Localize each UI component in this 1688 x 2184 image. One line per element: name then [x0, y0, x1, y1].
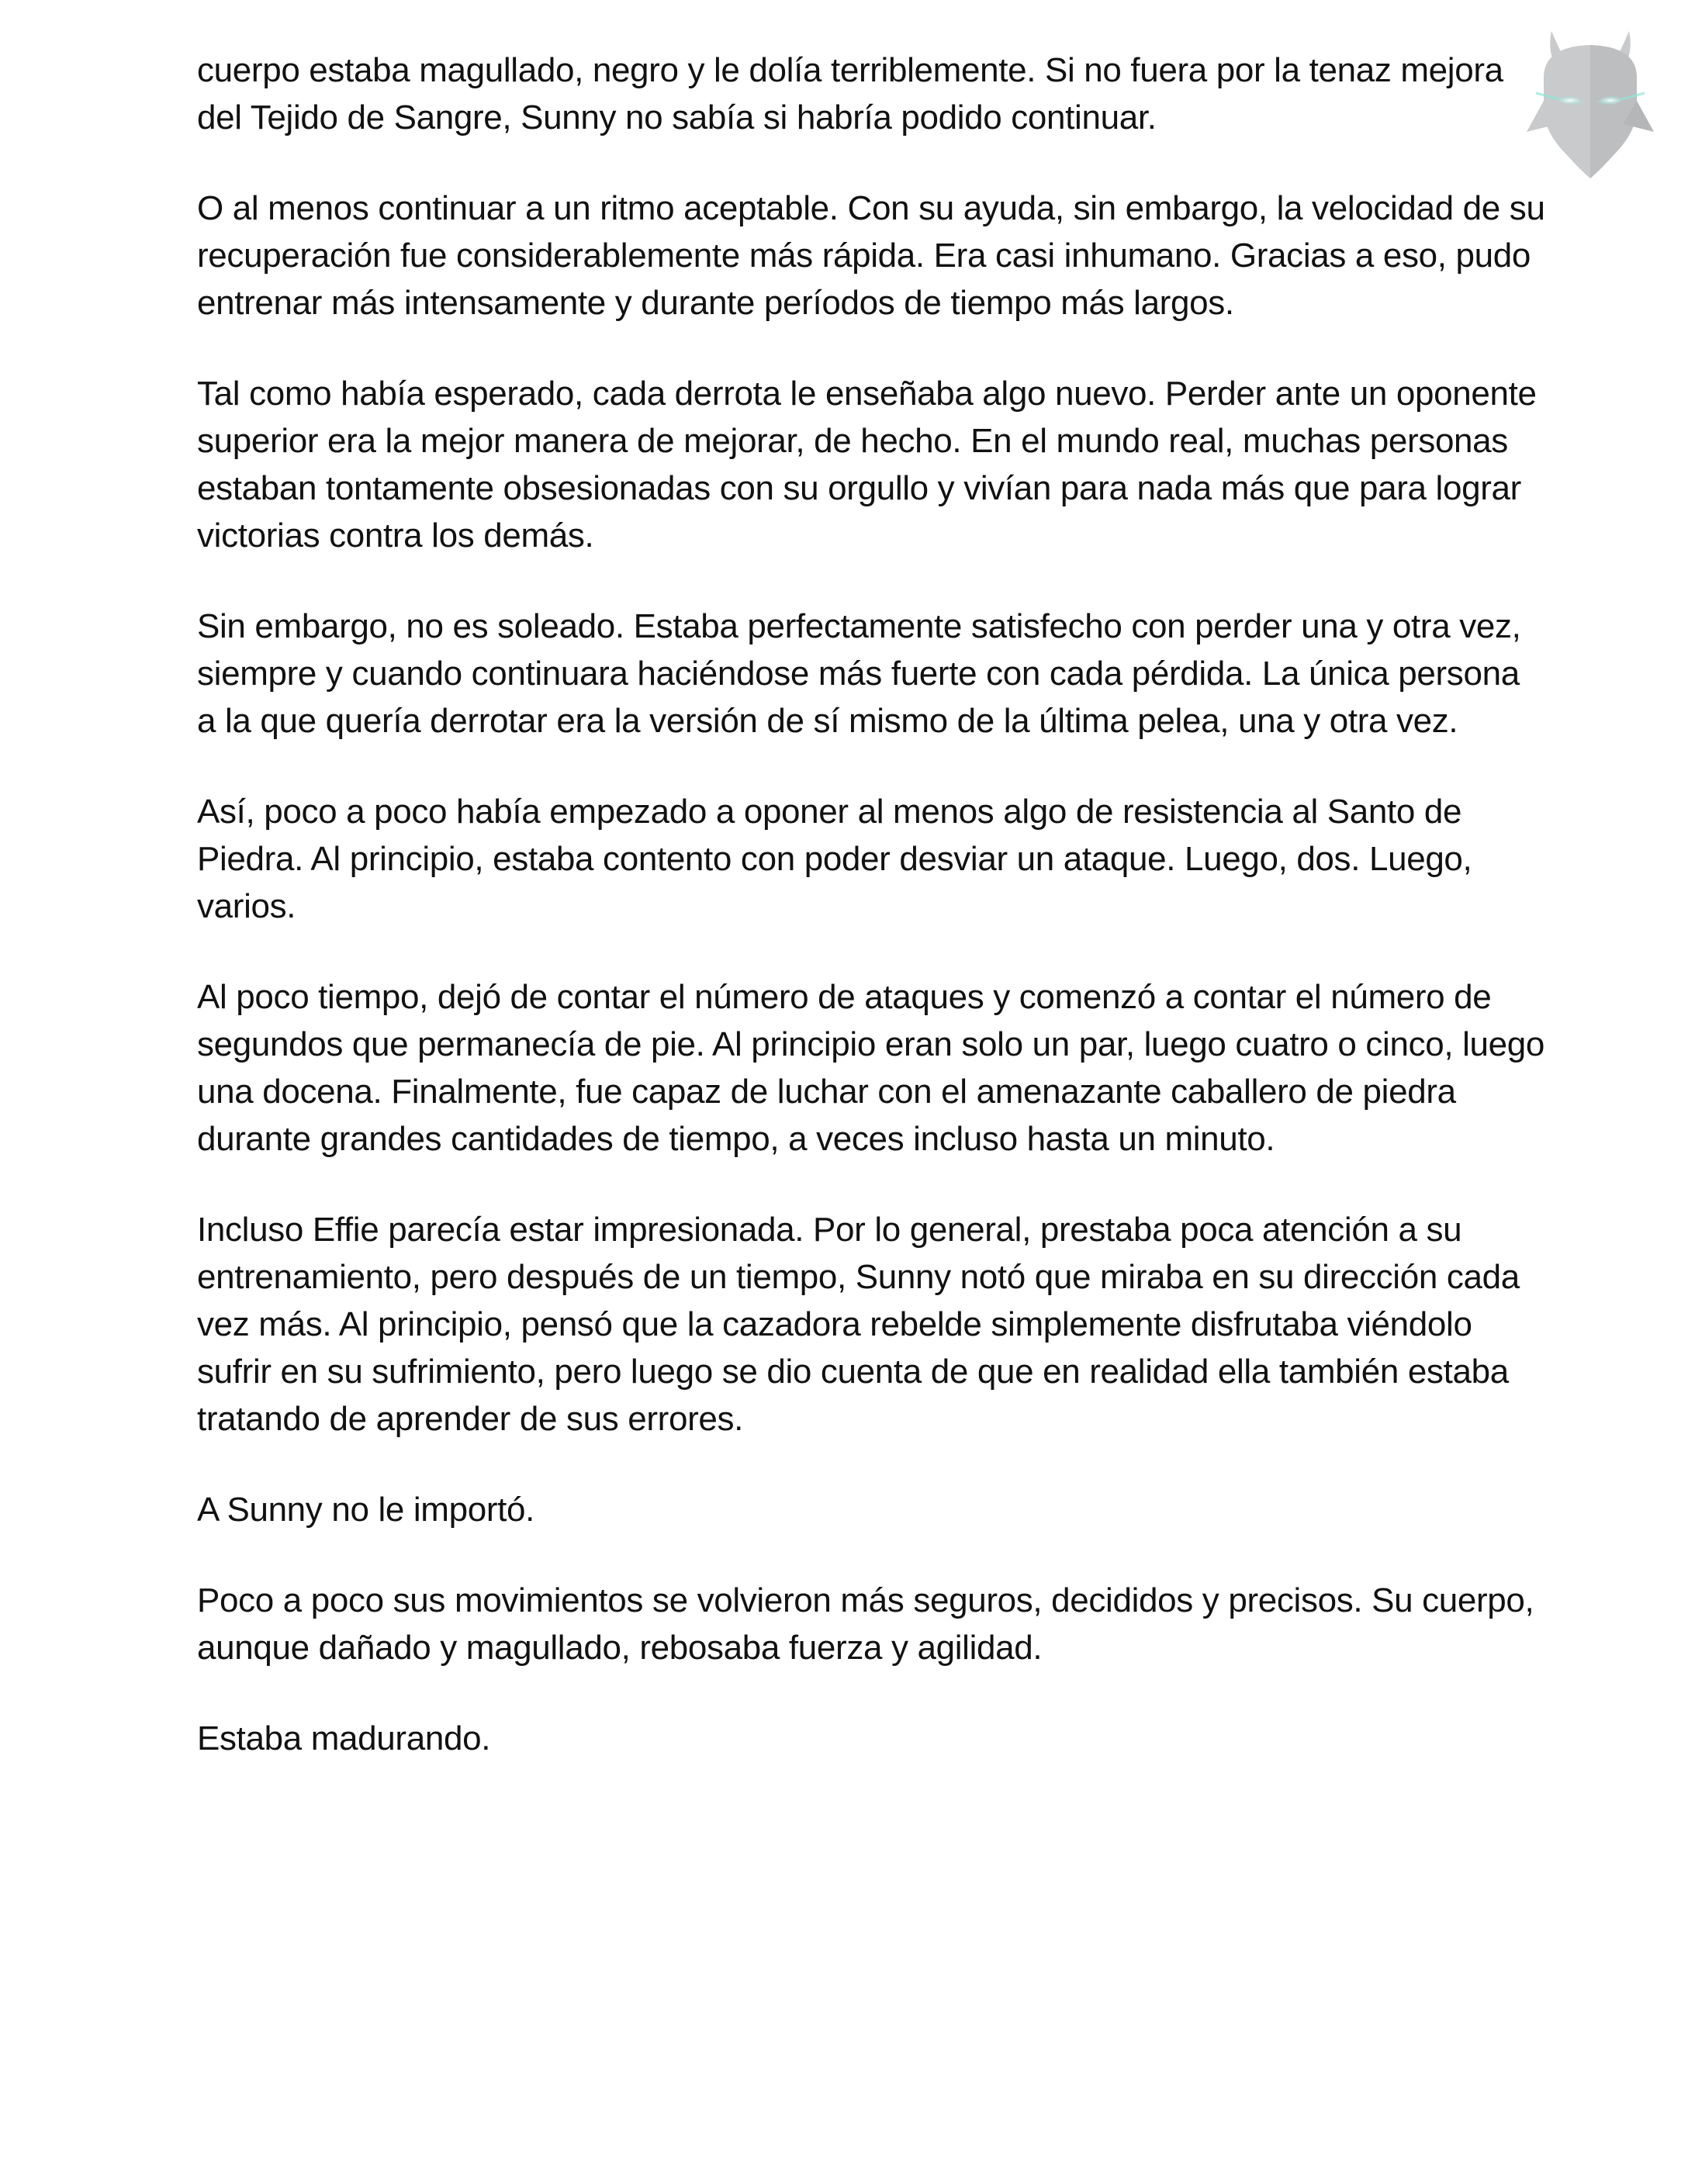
paragraph-7: Incluso Effie parecía estar impresionada. Por lo general, prestaba poca atención a su entrenamiento, pero después de un tiempo, Sunny notó que miraba en su dirección cada vez más. Al principio, pensó que la cazadora rebelde simplemente disfrutaba viéndolo sufrir en su sufrimiento, pero luego se dio cuenta de que en realidad ella también estaba tratando de aprender de sus errores. — [197, 1211, 1520, 1438]
paragraph-2: O al menos continuar a un ritmo aceptable. Con su ayuda, sin embargo, la velocidad de su recuperación fue considerablemente más rápida. Era casi inhumano. Gracias a eso, pudo entrenar más intensamente y durante períodos de tiempo más largos. — [197, 189, 1545, 322]
paragraph-10: Estaba madurando. — [197, 1719, 491, 1757]
paragraph-6: Al poco tiempo, dejó de contar el número de ataques y comenzó a contar el número de segundos que permanecía de pie. Al principio eran solo un par, luego cuatro o cinco, luego una docena. Finalmente, fue capaz de luchar con el amenazante caballero de piedra durante grandes cantidades de tiempo, a veces incluso hasta un minuto. — [197, 978, 1545, 1158]
paragraph-8: A Sunny no le importó. — [197, 1491, 535, 1529]
document-body — [197, 47, 1547, 1806]
paragraph-9: Poco a poco sus movimientos se volvieron más seguros, decididos y precisos. Su cuerpo, aunque dañado y magullado, rebosaba fuerza y agilidad. — [197, 1581, 1534, 1667]
paragraph-5: Así, poco a poco había empezado a oponer al menos algo de resistencia al Santo de Piedra. Al principio, estaba contento con poder desviar un ataque. Luego, dos. Luego, varios. — [197, 793, 1472, 925]
paragraph-3: Tal como había esperado, cada derrota le enseñaba algo nuevo. Perder ante un oponente superior era la mejor manera de mejorar, de hecho. En el mundo real, muchas personas estaban tontamente obsesionadas con su orgullo y vivían para nada más que para lograr victorias contra los demás. — [197, 375, 1537, 555]
paragraph-4: Sin embargo, no es soleado. Estaba perfectamente satisfecho con perder una y otra vez, siempre y cuando continuara haciéndose más fuerte con cada pérdida. La única persona a la que quería derrotar era la versión de sí mismo de la última pelea, una y otra vez. — [197, 607, 1521, 740]
paragraph-1: cuerpo estaba magullado, negro y le dolía terriblemente. Si no fuera por la tenaz mejora del Tejido de Sangre, Sunny no sabía si habría podido continuar. — [197, 51, 1503, 136]
demon-head-icon — [1513, 16, 1668, 186]
